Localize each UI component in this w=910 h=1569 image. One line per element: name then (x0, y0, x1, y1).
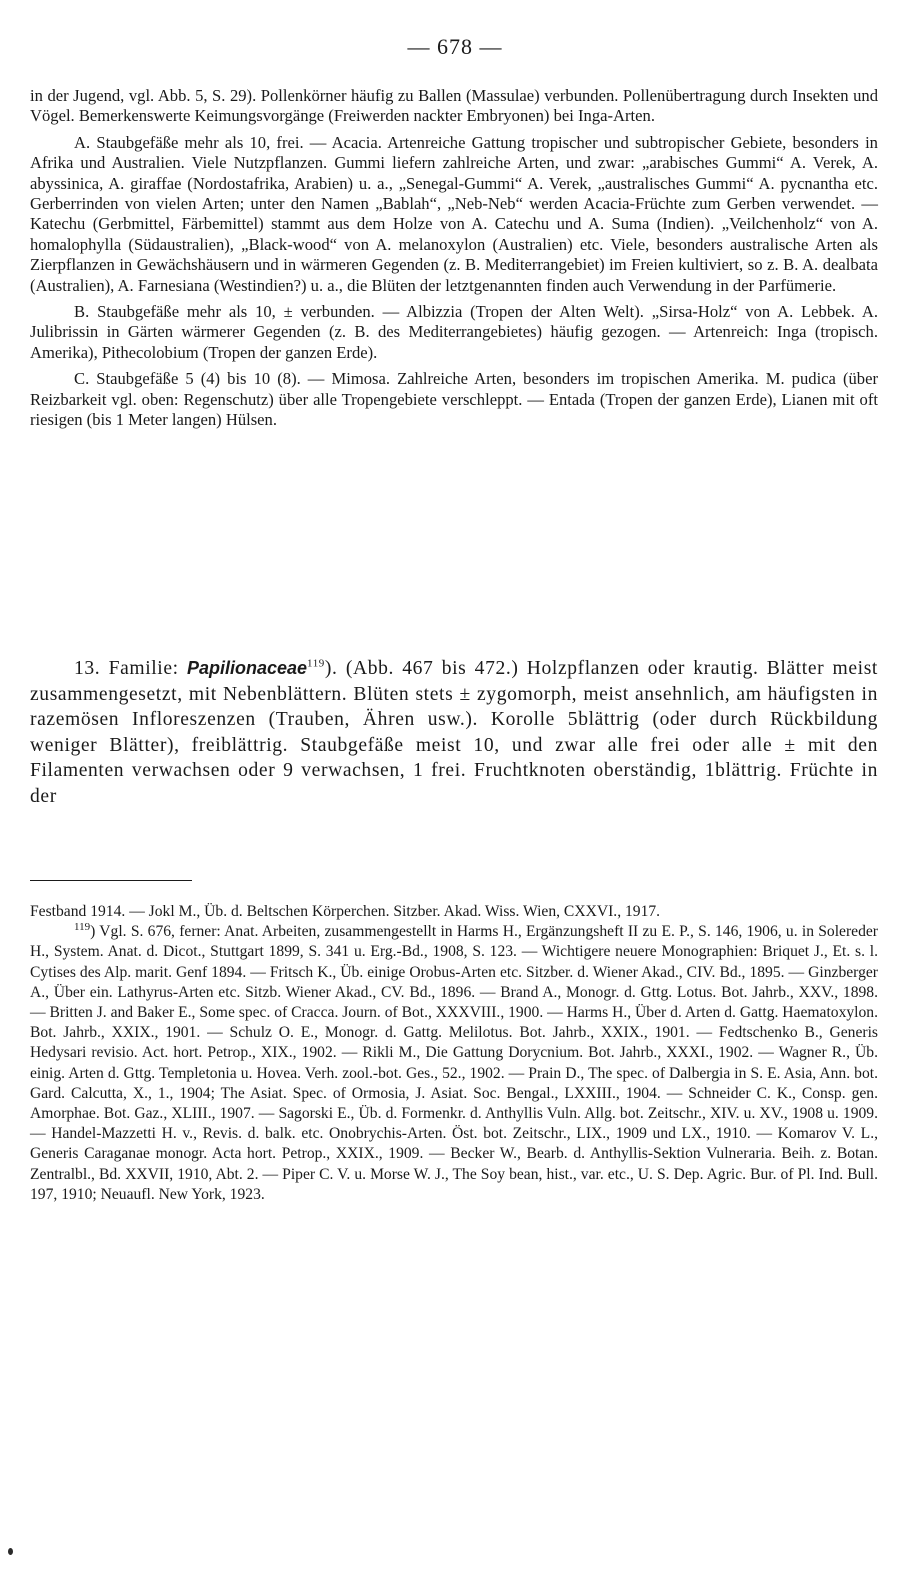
section-b (30, 302, 878, 363)
section-text: Staubgefäße mehr als 10, ± verbunden. — Albizzia (Tropen der Alten Welt). „Sirsa-Holz“ von A. Lebbek. A. Julibrissin in Gärten wärmerer Gegenden (z. B. des Mediterrangebietes) häufig gezogen. — Artenreich: Inga (tropisch. Amerika), Pithecolobium (Tropen der ganzen Erde). (30, 302, 878, 362)
page-number: — 678 — (407, 34, 503, 59)
section-label: B. (74, 302, 90, 322)
family-section (30, 656, 878, 810)
section-label: C. (74, 369, 90, 389)
intro-paragraph: in der Jugend, vgl. Abb. 5, S. 29). Pollenkörner häufig zu Ballen (Massulae) verbunden. Pollenübertragung durch Insekten und Vögel. Bemerkenswerte Keimungsvorgänge (Freiwerden nackter Embryonen) bei Inga-Arten. (30, 86, 878, 126)
footnote-text: ) Vgl. S. 676, ferner: Anat. Arbeiten, zusammengestellt in Harms H., Ergänzungsheft II zu E. P., S. 146, 1906, u. in Solereder H., System. Anat. d. Dicot., Stuttgart 1899, S. 341 u. Erg.-Bd., 1908, S. 123. — Wichtigere neuere Monographien: Briquet J., Et. s. l. Cytises des Alp. marit. Genf 1894. — Fritsch K., Üb. einige Orobus-Arten etc. Sitzber. d. Wiener Akad., CIV. Bd., 1895. — Ginzberger A., Über ein. Lathyrus-Arten etc. Sitzb. Wiener Akad., CV. Bd., 1896. — Brand A., Monogr. d. Gttg. Lotus. Bot. Jahrb., XXV., 1898. — Britten J. and Baker E., Some spec. of Cracca. Journ. of Bot., XXXVIII., 1900. — Harms H., Über d. Arten d. Gattg. Haematoxylon. Bot. Jahrb., XXIX., 1901. — Schulz O. E., Monogr. d. Gattg. Melilotus. Bot. Jahrb., XXIX., 1901. — Fedtschenko B., Generis Hedysari revisio. Act. hort. Petrop., XIX., 1902. — Rikli M., Die Gattung Dorycnium. Bot. Jahrb., XXXI., 1902. — Wagner R., Üb. einig. Arten d. Gttg. Templetonia u. Hovea. Verh. zool.-bot. Ges., 52., 1902. — Prain D., The spec. of Dalbergia in S. E. Asia, Ann. bot. Gard. Calcutta, X., 1., 1904; The Asiat. Spec. of Ormosia, J. Asiat. Soc. Bengal., LXXIII., 1904. — Schneider C. K., Consp. gen. Amorphae. Bot. Gaz., XLIII., 1907. — Sagorski E., Üb. d. Formenkr. d. Anthyllis Vuln. Allg. bot. Zeitschr., XIV. u. XV., 1908 u. 1909. — Handel-Mazzetti H. v., Revis. d. balk. etc. Onobrychis-Arten. Öst. bot. Zeitschr., LIX., 1909 und LX., 1910. — Komarov V. L., Generis Caraganae monogr. Acta hort. Petrop., XXIX., 1909. — Becker W., Bearb. d. Anthyllis-Sektion Vulneraria. Beih. z. Botan. Zentralbl., Bd. XXVII, 1910, Abt. 2. — Piper C. V. u. Morse W. J., The Soy bean, hist., var. etc., U. S. Dep. Agric. Bur. of Pl. Ind. Bull. 197, 1910; Neuaufl. New York, 1923. (30, 923, 878, 1203)
footnote-continued: Festband 1914. — Jokl M., Üb. d. Beltschen Körperchen. Sitzber. Akad. Wiss. Wien, CXXVI., 1917. (30, 903, 661, 920)
section-c (30, 369, 878, 430)
section-label: A. (74, 132, 91, 152)
family-paragraph (30, 656, 878, 810)
section-text: Staubgefäße mehr als 10, frei. — Acacia. Artenreiche Gattung tropischer und subtropischer Gebiete, besonders in Afrika und Australien. Viele Nutzpflanzen. Gummi liefern zahlreiche Arten, und zwar: „arabisches Gummi“ A. Verek, A. abyssinica, A. giraffae (Nordostafrika, Arabien) u. a., „Senegal-Gummi“ A. Verek, „australisches Gummi“ A. pycnantha etc. Gerberrinden von vielen Arten; unter den Namen „Bablah“, „Neb-Neb“ werden Acacia-Früchte zum Gerben verwendet. — Katechu (Gerbmittel, Färbemittel) stammt aus dem Holze von A. Catechu und A. Suma (Indien). „Veilchenholz“ von A. homalophylla (Südaustralien), „Black-wood“ von A. melanoxylon (Australien) etc. Viele, besonders australische Arten als Zierpflanzen in Gewächshäusern und in wärmeren Gegenden (z. B. Mediterrangebiet) im Freien kultiviert, so z. B. A. dealbata (Australien), A. Farnesiana (Westindien?) u. a., die Blüten der letztgenannten finden auch Verwendung in der Parfümerie. (30, 132, 878, 295)
footnote-reference: 119 (307, 657, 325, 670)
family-text: ). (Abb. 467 bis 472.) Holzpflanzen oder krautig. Blätter meist zusammengesetzt, mit Nebenblättern. Blüten stets ± zygomorph, meist ansehnlich, am häufigsten in razemösen Infloreszenzen (Trauben, Ähren usw.). Korolle 5blättrig (oder durch Rückbildung weniger Blätter), freiblättrig. Staubgefäße meist 10, und zwar alle frei oder alle ± mit den Filamenten verwachsen oder 9 verwachsen, 1 frei. Fruchtknoten oberständig, 1blättrig. Früchte in der (30, 658, 878, 807)
section-text: Staubgefäße 5 (4) bis 10 (8). — Mimosa. Zahlreiche Arten, besonders im tropischen Amerika. M. pudica (über Reizbarkeit vgl. oben: Regenschutz) über alle Tropengebiete verschleppt. — Entada (Tropen der ganzen Erde), Lianen mit oft riesigen (bis 1 Meter langen) Hülsen. (30, 369, 878, 430)
footnote-separator (30, 880, 192, 881)
footnotes (30, 902, 878, 1205)
family-name: Papilionaceae (186, 658, 308, 678)
section-a (30, 133, 878, 296)
family-prefix: 13. Familie: (74, 658, 187, 679)
footnote-119 (30, 922, 878, 1205)
main-text (30, 86, 878, 431)
scan-speck (8, 1548, 13, 1555)
footnote-number: 119 (74, 921, 91, 934)
